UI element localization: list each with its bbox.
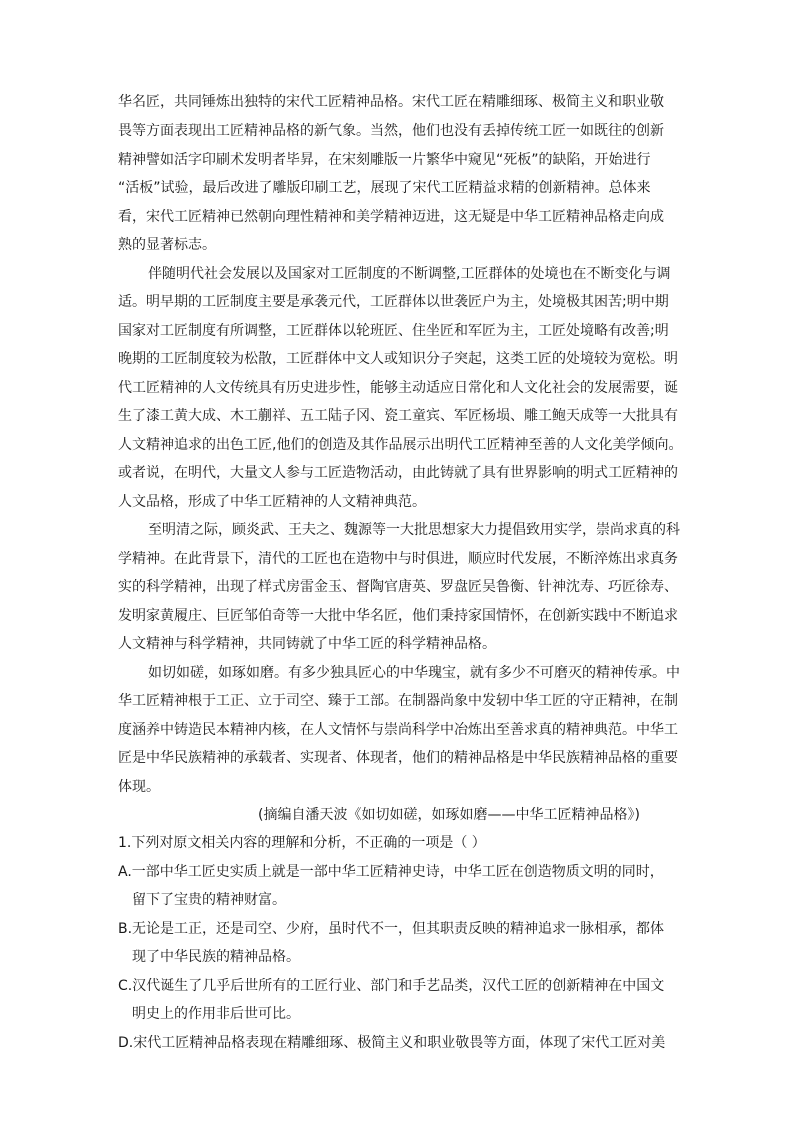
text-line: 代工匠精神的人文传统具有历史进步性，能够主动适应日常化和人文化社会的发展需要，诞 xyxy=(118,380,678,396)
option-text: 现了中华民族的精神品格。 xyxy=(132,949,300,965)
text-line: 体现。 xyxy=(118,779,160,795)
text-line: 生了漆工黄大成、木工蒯祥、五工陆子冈、瓷工童宾、军匠杨埙、雕工鲍天成等一大批具有 xyxy=(118,408,678,424)
text-line: 适。明早期的工匠制度主要是承袭元代，工匠群体以世袭匠户为主，处境极其困苦;明中期 xyxy=(118,294,669,310)
option-text: C.汉代诞生了几乎后世所有的工匠行业、部门和手艺品类，汉代工匠的创新精神在中国文 xyxy=(118,978,665,994)
option-text: D.宋代工匠精神品格表现在精雕细琢、极简主义和职业敬畏等方面，体现了宋代工匠对美 xyxy=(118,1035,666,1051)
text-line: 精神譬如活字印刷术发明者毕昇，在宋刻雕版一片繁华中窥见“死板”的缺陷，开始进行 xyxy=(118,152,651,168)
option-text: A.一部中华工匠史实质上就是一部中华工匠精神史诗，中华工匠在创造物质文明的同时， xyxy=(118,864,664,880)
text-line: 晚期的工匠制度较为松散，工匠群体中文人或知识分子突起，这类工匠的处境较为宽松。明 xyxy=(118,351,678,367)
text-line: 度涵养中铸造民本精神内核，在人文情怀与崇尚科学中冶炼出至善求真的精神典范。中华工 xyxy=(118,722,678,738)
text-line: 国家对工匠制度有所调整，工匠群体以轮班匠、住坐匠和军匠为主，工匠处境略有改善;明 xyxy=(118,323,669,339)
text-line: 至明清之际，顾炎武、王夫之、魏源等一大批思想家大力提倡致用实学，崇尚求真的科 xyxy=(148,522,680,538)
text-line: 如切如磋，如琢如磨。有多少独具匠心的中华瑰宝，就有多少不可磨灭的精神传承。中 xyxy=(148,665,680,681)
text-line: 或者说，在明代，大量文人参与工匠造物活动，由此铸就了具有世界影响的明式工匠精神的 xyxy=(118,465,678,481)
source-citation: (摘编自潘天波《如切如磋，如琢如磨——中华工匠精神品格》) xyxy=(258,807,640,823)
text-line: 发明家黄履庄、巨匠邹伯奇等一大批中华名匠，他们秉持家国情怀，在创新实践中不断追求 xyxy=(118,608,678,624)
text-line: 实的科学精神，出现了样式房雷金玉、督陶官唐英、罗盘匠吴鲁衡、针神沈寿、巧匠徐寿、 xyxy=(118,579,678,595)
question-stem: 1.下列对原文相关内容的理解和分析，不正确的一项是（ ） xyxy=(118,835,486,851)
text-line: 人文精神追求的出色工匠,他们的创造及其作品展示出明代工匠精神至善的人文化美学倾向。 xyxy=(118,437,683,453)
text-line: “活板”试验，最后改进了雕版印刷工艺，展现了宋代工匠精益求精的创新精神。总体来 xyxy=(118,180,651,196)
text-line: 人文品格，形成了中华工匠精神的人文精神典范。 xyxy=(118,494,426,510)
option-text: 明史上的作用非后世可比。 xyxy=(132,1006,300,1022)
text-line: 伴随明代社会发展以及国家对工匠制度的不断调整,工匠群体的处境也在不断变化与调 xyxy=(148,266,671,282)
text-line: 匠是中华民族精神的承载者、实现者、体现者，他们的精神品格是中华民族精神品格的重要 xyxy=(118,750,678,766)
option-text: B.无论是工正，还是司空、少府，虽时代不一，但其职责反映的精神追求一脉相承，都体 xyxy=(118,921,665,937)
text-line: 熟的显著标志。 xyxy=(118,237,216,253)
text-line: 看，宋代工匠精神已然朝向理性精神和美学精神迈进，这无疑是中华工匠精神品格走向成 xyxy=(118,209,664,225)
text-line: 华工匠精神根于工正、立于司空、臻于工部。在制器尚象中发轫中华工匠的守正精神，在制 xyxy=(118,693,678,709)
text-line: 人文精神与科学精神，共同铸就了中华工匠的科学精神品格。 xyxy=(118,636,496,652)
option-text: 留下了宝贵的精神财富。 xyxy=(132,892,286,908)
text-line: 华名匠，共同锤炼出独特的宋代工匠精神品格。宋代工匠在精雕细琢、极简主义和职业敬 xyxy=(118,94,664,110)
text-line: 学精神。在此背景下，清代的工匠也在造物中与时俱进，顺应时代发展，不断淬炼出求真务 xyxy=(118,551,678,567)
text-line: 畏等方面表现出工匠精神品格的新气象。当然，他们也没有丢掉传统工匠一如既往的创新 xyxy=(118,123,664,139)
